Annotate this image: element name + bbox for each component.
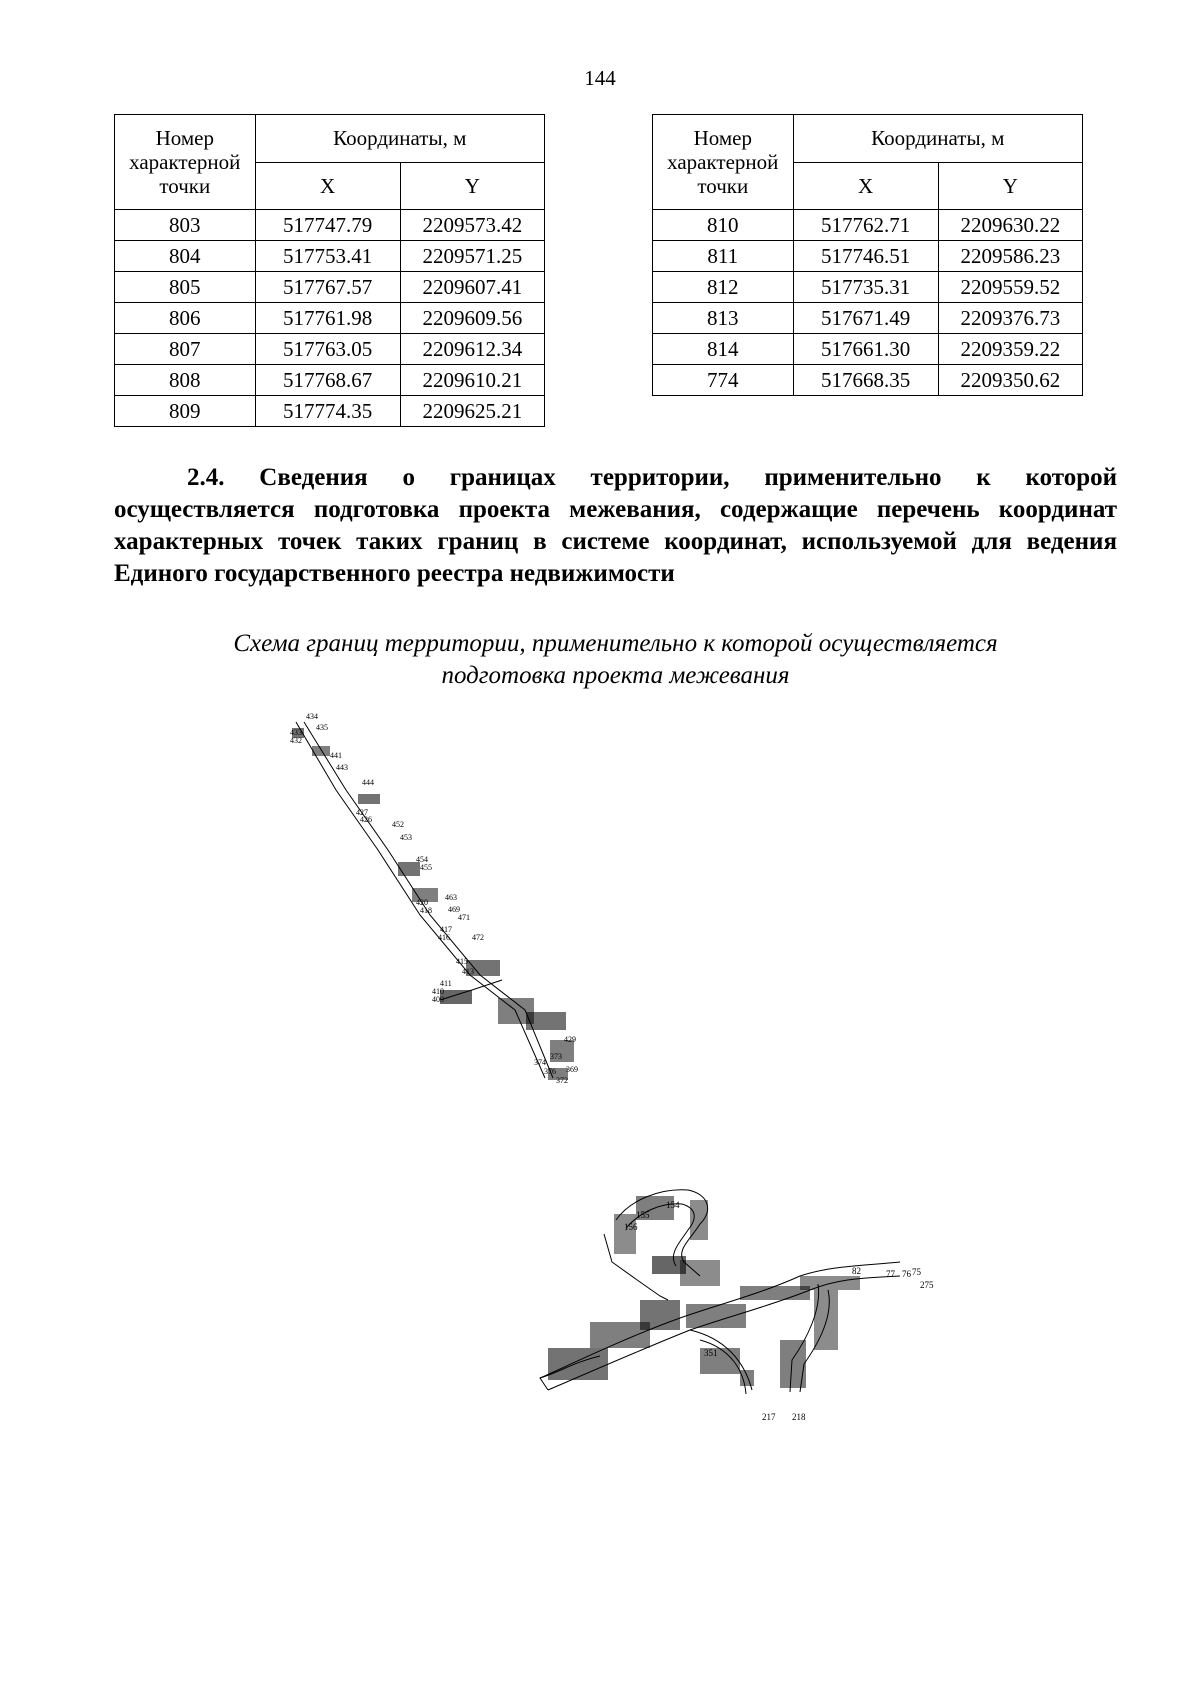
scheme-caption <box>114 628 1117 692</box>
point-label-427: 427 <box>356 808 368 817</box>
point-label-434: 434 <box>306 712 318 721</box>
point-label-469: 469 <box>448 905 460 914</box>
x-coordinate-cell: 517761.98 <box>255 303 400 334</box>
point-number-cell: 812 <box>653 272 794 303</box>
y-coordinate-cell: 2209571.25 <box>400 241 544 272</box>
point-label-454: 454 <box>416 855 428 864</box>
coordinates-table-left <box>114 114 545 427</box>
point-label-452: 452 <box>392 820 404 829</box>
point-label-275: 275 <box>920 1280 934 1290</box>
x-coordinate-cell: 517774.35 <box>255 396 400 427</box>
point-label-426: 426 <box>360 815 372 824</box>
table-row <box>653 241 1083 272</box>
point-label-374: 374 <box>534 1058 546 1067</box>
header-point-number: Номер характерной точки <box>115 115 256 210</box>
point-label-444: 444 <box>362 778 374 787</box>
table-row <box>115 334 545 365</box>
x-coordinate-cell: 517661.30 <box>793 334 938 365</box>
point-label-441: 441 <box>330 751 342 760</box>
point-label-418: 418 <box>420 906 432 915</box>
table-row <box>115 365 545 396</box>
point-number-cell: 807 <box>115 334 256 365</box>
point-label-415: 415 <box>456 957 468 966</box>
point-label-409: 409 <box>432 995 444 1004</box>
table-row <box>115 241 545 272</box>
x-coordinate-cell: 517746.51 <box>793 241 938 272</box>
point-label-433: 433 <box>290 728 302 737</box>
y-coordinate-cell: 2209376.73 <box>938 303 1082 334</box>
table-row <box>115 303 545 334</box>
point-number-cell: 806 <box>115 303 256 334</box>
table-row <box>653 334 1083 365</box>
point-number-cell: 810 <box>653 210 794 241</box>
point-number-cell: 805 <box>115 272 256 303</box>
point-label-218: 218 <box>792 1412 806 1420</box>
y-coordinate-cell: 2209573.42 <box>400 210 544 241</box>
scheme-caption-line-1: Схема границ территории, применительно к которой осуществляется <box>233 630 998 657</box>
y-coordinate-cell: 2209630.22 <box>938 210 1082 241</box>
header-y: Y <box>400 162 544 210</box>
table-row <box>653 303 1083 334</box>
point-number-cell: 813 <box>653 303 794 334</box>
point-label-77: 77 <box>886 1269 895 1279</box>
point-label-376: 376 <box>544 1067 556 1076</box>
point-label-413: 413 <box>462 967 474 976</box>
point-label-429: 429 <box>564 1035 576 1044</box>
scheme-caption-line-2: подготовка проекта межевания <box>441 662 790 689</box>
x-coordinate-cell: 517735.31 <box>793 272 938 303</box>
point-label-417: 417 <box>440 925 452 934</box>
x-coordinate-cell: 517753.41 <box>255 241 400 272</box>
point-label-373: 373 <box>550 1052 562 1061</box>
point-label-411: 411 <box>440 979 452 988</box>
point-number-cell: 804 <box>115 241 256 272</box>
header-x: X <box>793 162 938 210</box>
point-label-472: 472 <box>472 933 484 942</box>
table-row <box>653 365 1083 396</box>
point-number-cell: 803 <box>115 210 256 241</box>
point-label-416: 416 <box>438 933 450 942</box>
x-coordinate-cell: 517768.67 <box>255 365 400 396</box>
x-coordinate-cell: 517747.79 <box>255 210 400 241</box>
point-label-154: 154 <box>666 1200 680 1210</box>
table-row <box>115 210 545 241</box>
point-number-cell: 808 <box>115 365 256 396</box>
point-label-75: 75 <box>912 1267 921 1277</box>
point-label-435: 435 <box>316 723 328 732</box>
page-number: 144 <box>584 66 616 90</box>
y-coordinate-cell: 2209610.21 <box>400 365 544 396</box>
x-coordinate-cell: 517767.57 <box>255 272 400 303</box>
point-label-432: 432 <box>290 736 302 745</box>
x-coordinate-cell: 517671.49 <box>793 303 938 334</box>
point-label-217: 217 <box>762 1412 776 1420</box>
point-label-82: 82 <box>852 1266 861 1276</box>
table-row <box>653 272 1083 303</box>
y-coordinate-cell: 2209559.52 <box>938 272 1082 303</box>
point-label-463: 463 <box>445 893 457 902</box>
y-coordinate-cell: 2209586.23 <box>938 241 1082 272</box>
section-heading <box>114 462 1117 590</box>
point-number-cell: 814 <box>653 334 794 365</box>
point-label-455: 455 <box>420 863 432 872</box>
x-coordinate-cell: 517763.05 <box>255 334 400 365</box>
point-label-76: 76 <box>902 1269 911 1279</box>
table-row <box>653 210 1083 241</box>
point-label-351: 351 <box>704 1348 718 1358</box>
point-label-155: 155 <box>636 1210 650 1220</box>
point-label-420: 420 <box>416 898 428 907</box>
y-coordinate-cell: 2209607.41 <box>400 272 544 303</box>
section-heading-first-line: 2.4. Сведения о границах территории, применительно к которой <box>187 464 1117 491</box>
point-label-372: 372 <box>556 1076 568 1085</box>
header-point-number: Номер характерной точки <box>653 115 794 210</box>
point-label-471: 471 <box>458 913 470 922</box>
point-label-453: 453 <box>400 833 412 842</box>
section-heading-rest: осуществляется подготовка проекта межевания, содержащие перечень координат характерных точек таких границ в системе координат, используемой для ведения Единого государственного реестра недвижимости <box>114 496 1117 587</box>
table-body-right <box>653 210 1083 396</box>
point-label-369: 369 <box>566 1065 578 1074</box>
point-label-410: 410 <box>432 987 444 996</box>
header-x: X <box>255 162 400 210</box>
table-body-left <box>115 210 545 427</box>
point-label-443: 443 <box>336 763 348 772</box>
x-coordinate-cell: 517668.35 <box>793 365 938 396</box>
point-number-cell: 811 <box>653 241 794 272</box>
coordinates-table-right <box>652 114 1083 396</box>
point-label-156: 156 <box>624 1222 638 1232</box>
table-row <box>115 272 545 303</box>
y-coordinate-cell: 2209350.62 <box>938 365 1082 396</box>
point-number-cell: 774 <box>653 365 794 396</box>
y-coordinate-cell: 2209609.56 <box>400 303 544 334</box>
territory-boundary-scheme <box>0 700 1200 1420</box>
x-coordinate-cell: 517762.71 <box>793 210 938 241</box>
header-y: Y <box>938 162 1082 210</box>
y-coordinate-cell: 2209625.21 <box>400 396 544 427</box>
y-coordinate-cell: 2209359.22 <box>938 334 1082 365</box>
table-row <box>115 396 545 427</box>
header-coordinates: Координаты, м <box>793 115 1082 163</box>
point-number-cell: 809 <box>115 396 256 427</box>
y-coordinate-cell: 2209612.34 <box>400 334 544 365</box>
header-coordinates: Координаты, м <box>255 115 544 163</box>
